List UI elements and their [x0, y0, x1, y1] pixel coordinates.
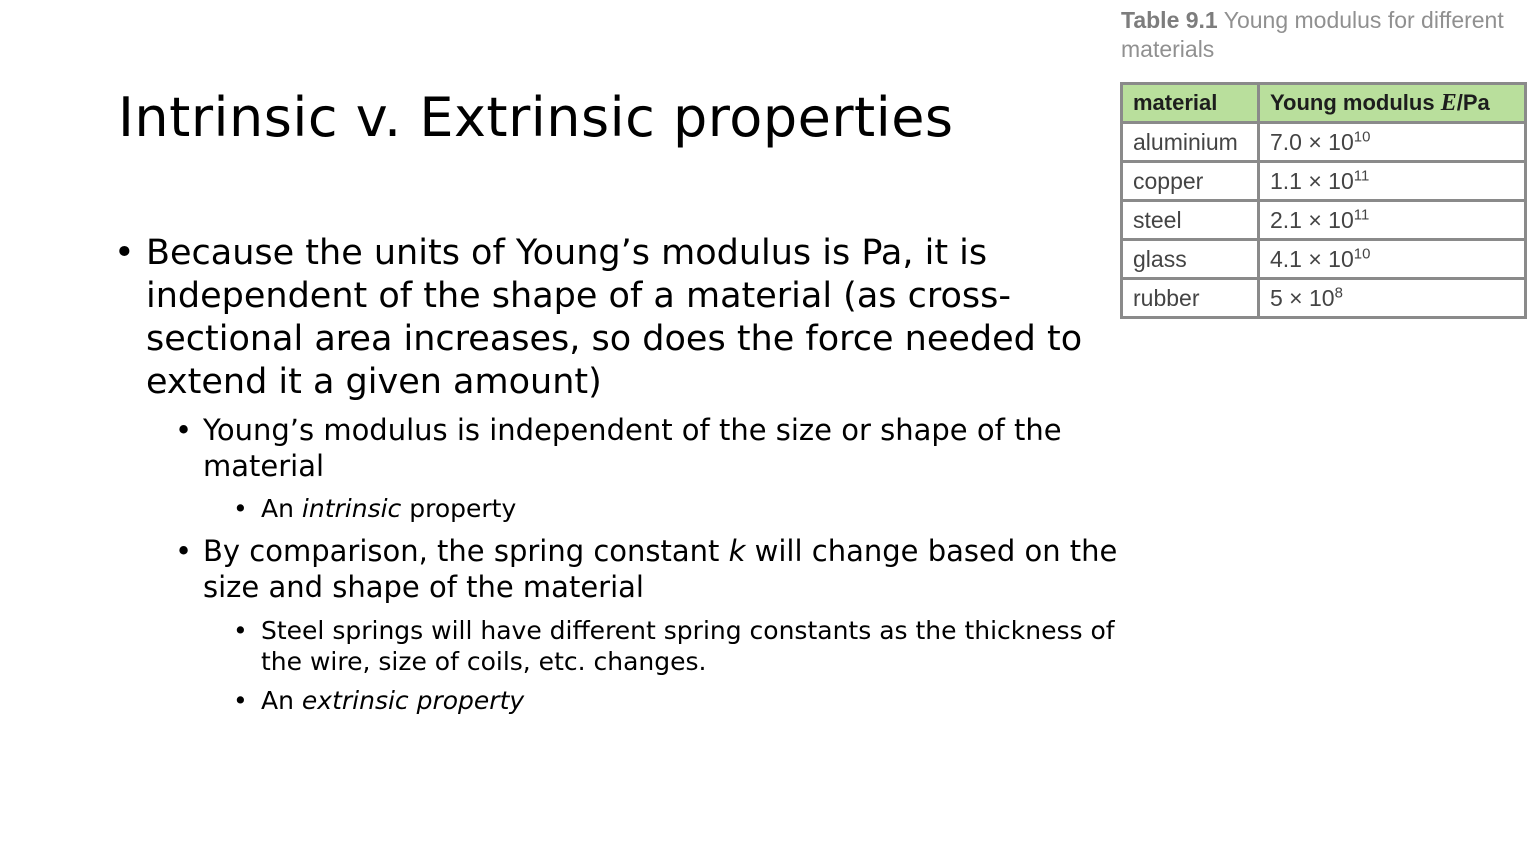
bullet-text-prefix: By comparison, the spring constant: [203, 534, 729, 568]
cell-material: rubber: [1122, 279, 1259, 318]
cell-material: aluminium: [1122, 123, 1259, 162]
bullet-list: [114, 232, 1144, 716]
cell-modulus-exponent: 11: [1353, 205, 1370, 223]
bullet-text-prefix: An: [261, 686, 302, 715]
cell-modulus: [1259, 279, 1526, 318]
young-modulus-table: [1120, 82, 1527, 319]
bullet-item-intrinsic: [114, 493, 1144, 524]
table-caption-number: Table 9.1: [1121, 7, 1218, 33]
cell-modulus-mantissa: 1.1 × 10: [1270, 167, 1354, 194]
bullet-text-suffix: will change based on the size and shape of the material: [203, 534, 1118, 604]
bullet-icon: •: [175, 534, 193, 568]
bullet-text-emphasis: k: [728, 534, 746, 568]
header-modulus-label: Young modulus: [1270, 89, 1441, 115]
bullet-text-emphasis: intrinsic: [301, 494, 402, 523]
bullet-text: Because the units of Young’s modulus is Pa, it is independent of the shape of a material (as cross-sectional area increases, so does the force needed to extend it a given amount): [146, 233, 1083, 402]
table-row: [1122, 123, 1526, 162]
cell-modulus-mantissa: 2.1 × 10: [1270, 206, 1354, 233]
bullet-icon: •: [233, 494, 248, 523]
cell-modulus-mantissa: 5 × 10: [1270, 284, 1335, 311]
cell-material: steel: [1122, 201, 1259, 240]
slide-title: Intrinsic v. Extrinsic properties: [118, 86, 954, 149]
bullet-icon: •: [175, 413, 193, 447]
table-row: [1122, 240, 1526, 279]
table-header-row: [1122, 84, 1526, 123]
cell-material: glass: [1122, 240, 1259, 279]
bullet-text: Young’s modulus is independent of the size or shape of the material: [203, 413, 1062, 483]
bullet-icon: •: [233, 616, 248, 645]
cell-modulus-exponent: 10: [1353, 244, 1371, 262]
header-material: material: [1122, 84, 1259, 123]
bullet-text-suffix: property: [401, 494, 517, 523]
bullet-text: Steel springs will have different spring constants as the thickness of the wire, size of coils, etc. changes.: [261, 616, 1115, 676]
bullet-icon: •: [233, 686, 248, 715]
cell-modulus: [1259, 162, 1526, 201]
bullet-icon: •: [114, 233, 135, 273]
bullet-item-independent: [114, 412, 1144, 484]
header-modulus-unit: /Pa: [1456, 89, 1490, 115]
bullet-item-extrinsic: [114, 685, 1144, 716]
cell-modulus: [1259, 123, 1526, 162]
cell-material: copper: [1122, 162, 1259, 201]
table-caption: [1121, 6, 1521, 64]
header-young-modulus: [1259, 84, 1526, 123]
bullet-item-steel-springs: [114, 615, 1144, 677]
cell-modulus: [1259, 240, 1526, 279]
cell-modulus-mantissa: 7.0 × 10: [1270, 128, 1354, 155]
cell-modulus-mantissa: 4.1 × 10: [1270, 245, 1354, 272]
bullet-item-spring-constant: [114, 533, 1144, 605]
bullet-text-emphasis: extrinsic property: [301, 686, 525, 715]
bullet-item-units: [114, 232, 1144, 404]
cell-modulus-exponent: 10: [1353, 127, 1371, 145]
table-row: [1122, 279, 1526, 318]
cell-modulus-exponent: 11: [1353, 166, 1370, 184]
cell-modulus-exponent: 8: [1334, 283, 1343, 301]
cell-modulus: [1259, 201, 1526, 240]
table-row: [1122, 162, 1526, 201]
table-caption-text: Young modulus for different materials: [1121, 7, 1504, 62]
table-row: [1122, 201, 1526, 240]
bullet-text-prefix: An: [261, 494, 302, 523]
header-modulus-symbol: E: [1440, 89, 1457, 116]
